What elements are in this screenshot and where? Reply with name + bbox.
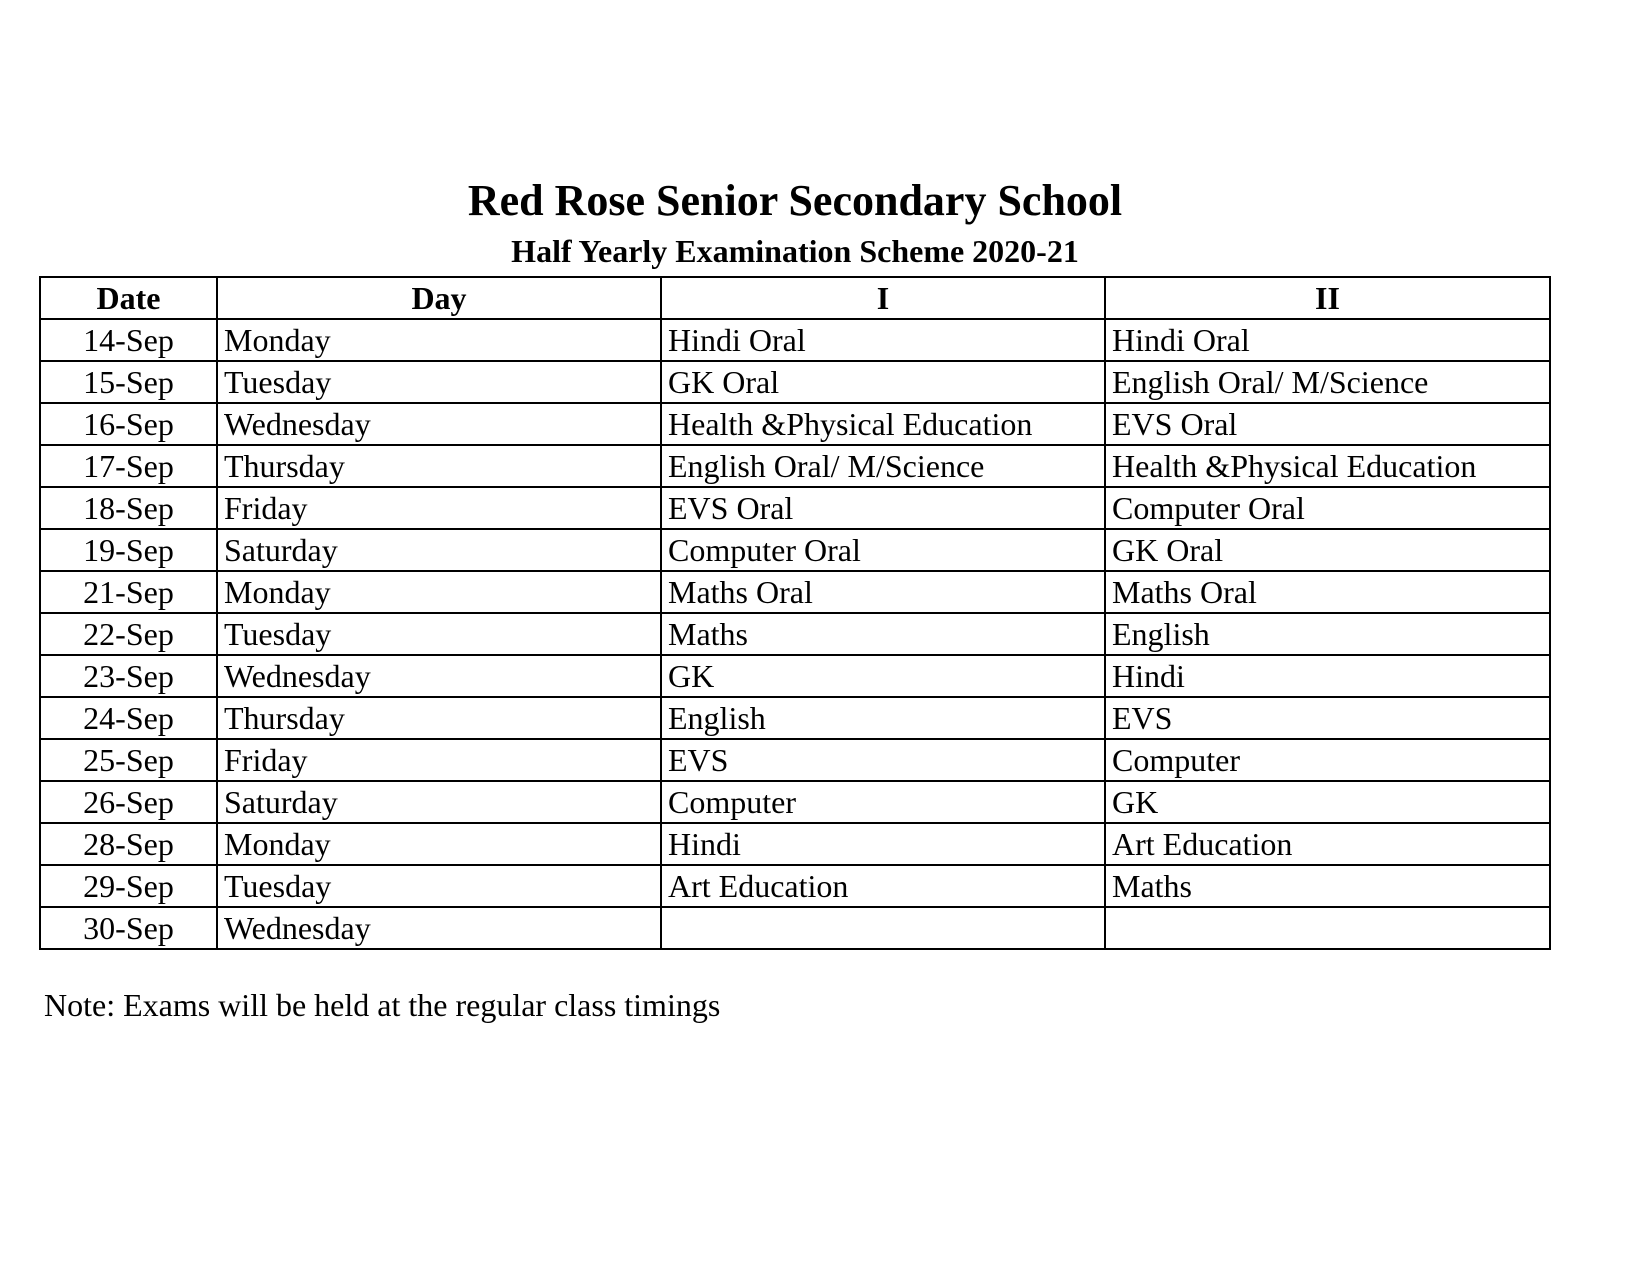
cell-day: Monday	[217, 823, 661, 865]
cell-group-i: EVS Oral	[661, 487, 1105, 529]
column-header-date: Date	[40, 277, 217, 319]
cell-group-ii: Health &Physical Education	[1105, 445, 1550, 487]
cell-date: 29-Sep	[40, 865, 217, 907]
table-row	[40, 613, 1550, 655]
table-row	[40, 445, 1550, 487]
table-row	[40, 655, 1550, 697]
table-row	[40, 571, 1550, 613]
table-row	[40, 487, 1550, 529]
cell-group-ii: EVS Oral	[1105, 403, 1550, 445]
cell-group-i: Computer Oral	[661, 529, 1105, 571]
cell-group-i: Hindi	[661, 823, 1105, 865]
cell-date: 19-Sep	[40, 529, 217, 571]
cell-day: Friday	[217, 487, 661, 529]
cell-group-i: English Oral/ M/Science	[661, 445, 1105, 487]
cell-day: Tuesday	[217, 361, 661, 403]
table-row	[40, 865, 1550, 907]
cell-day: Friday	[217, 739, 661, 781]
table-row	[40, 697, 1550, 739]
cell-date: 14-Sep	[40, 319, 217, 361]
cell-date: 23-Sep	[40, 655, 217, 697]
cell-group-ii: Maths Oral	[1105, 571, 1550, 613]
cell-group-i: Computer	[661, 781, 1105, 823]
cell-group-ii: Maths	[1105, 865, 1550, 907]
cell-group-i: GK	[661, 655, 1105, 697]
cell-group-i: Health &Physical Education	[661, 403, 1105, 445]
exam-schedule-table	[39, 276, 1551, 950]
table-body	[40, 319, 1550, 949]
cell-day: Thursday	[217, 445, 661, 487]
cell-date: 30-Sep	[40, 907, 217, 949]
cell-group-ii: Computer Oral	[1105, 487, 1550, 529]
cell-date: 22-Sep	[40, 613, 217, 655]
table-row	[40, 403, 1550, 445]
table-row	[40, 781, 1550, 823]
cell-group-ii: Hindi Oral	[1105, 319, 1550, 361]
cell-day: Wednesday	[217, 655, 661, 697]
cell-date: 25-Sep	[40, 739, 217, 781]
cell-day: Wednesday	[217, 907, 661, 949]
cell-group-ii: English Oral/ M/Science	[1105, 361, 1550, 403]
cell-date: 28-Sep	[40, 823, 217, 865]
cell-group-ii: EVS	[1105, 697, 1550, 739]
cell-day: Saturday	[217, 781, 661, 823]
column-header-group-ii: II	[1105, 277, 1550, 319]
cell-day: Wednesday	[217, 403, 661, 445]
cell-group-ii	[1105, 907, 1550, 949]
cell-group-i: Maths	[661, 613, 1105, 655]
cell-group-i	[661, 907, 1105, 949]
cell-day: Saturday	[217, 529, 661, 571]
cell-group-ii: Art Education	[1105, 823, 1550, 865]
cell-group-ii: English	[1105, 613, 1550, 655]
cell-group-i: English	[661, 697, 1105, 739]
table-row	[40, 361, 1550, 403]
cell-date: 24-Sep	[40, 697, 217, 739]
cell-group-ii: Hindi	[1105, 655, 1550, 697]
cell-group-i: Hindi Oral	[661, 319, 1105, 361]
cell-day: Monday	[217, 319, 661, 361]
cell-day: Tuesday	[217, 613, 661, 655]
school-title: Red Rose Senior Secondary School	[467, 176, 1123, 225]
cell-date: 16-Sep	[40, 403, 217, 445]
cell-group-ii: Computer	[1105, 739, 1550, 781]
column-header-group-i: I	[661, 277, 1105, 319]
footer-note: Note: Exams will be held at the regular class timings	[44, 987, 721, 1023]
cell-day: Tuesday	[217, 865, 661, 907]
cell-day: Thursday	[217, 697, 661, 739]
table-row	[40, 907, 1550, 949]
table-header-row	[40, 277, 1550, 319]
table-row	[40, 739, 1550, 781]
exam-scheme-subtitle: Half Yearly Examination Scheme 2020-21	[511, 233, 1079, 269]
table-row	[40, 529, 1550, 571]
table-row	[40, 319, 1550, 361]
cell-date: 17-Sep	[40, 445, 217, 487]
cell-group-ii: GK Oral	[1105, 529, 1550, 571]
cell-date: 15-Sep	[40, 361, 217, 403]
cell-group-i: Maths Oral	[661, 571, 1105, 613]
table-row	[40, 823, 1550, 865]
cell-group-i: Art Education	[661, 865, 1105, 907]
cell-group-i: GK Oral	[661, 361, 1105, 403]
cell-day: Monday	[217, 571, 661, 613]
column-header-day: Day	[217, 277, 661, 319]
cell-date: 18-Sep	[40, 487, 217, 529]
cell-group-ii: GK	[1105, 781, 1550, 823]
cell-date: 26-Sep	[40, 781, 217, 823]
cell-date: 21-Sep	[40, 571, 217, 613]
cell-group-i: EVS	[661, 739, 1105, 781]
